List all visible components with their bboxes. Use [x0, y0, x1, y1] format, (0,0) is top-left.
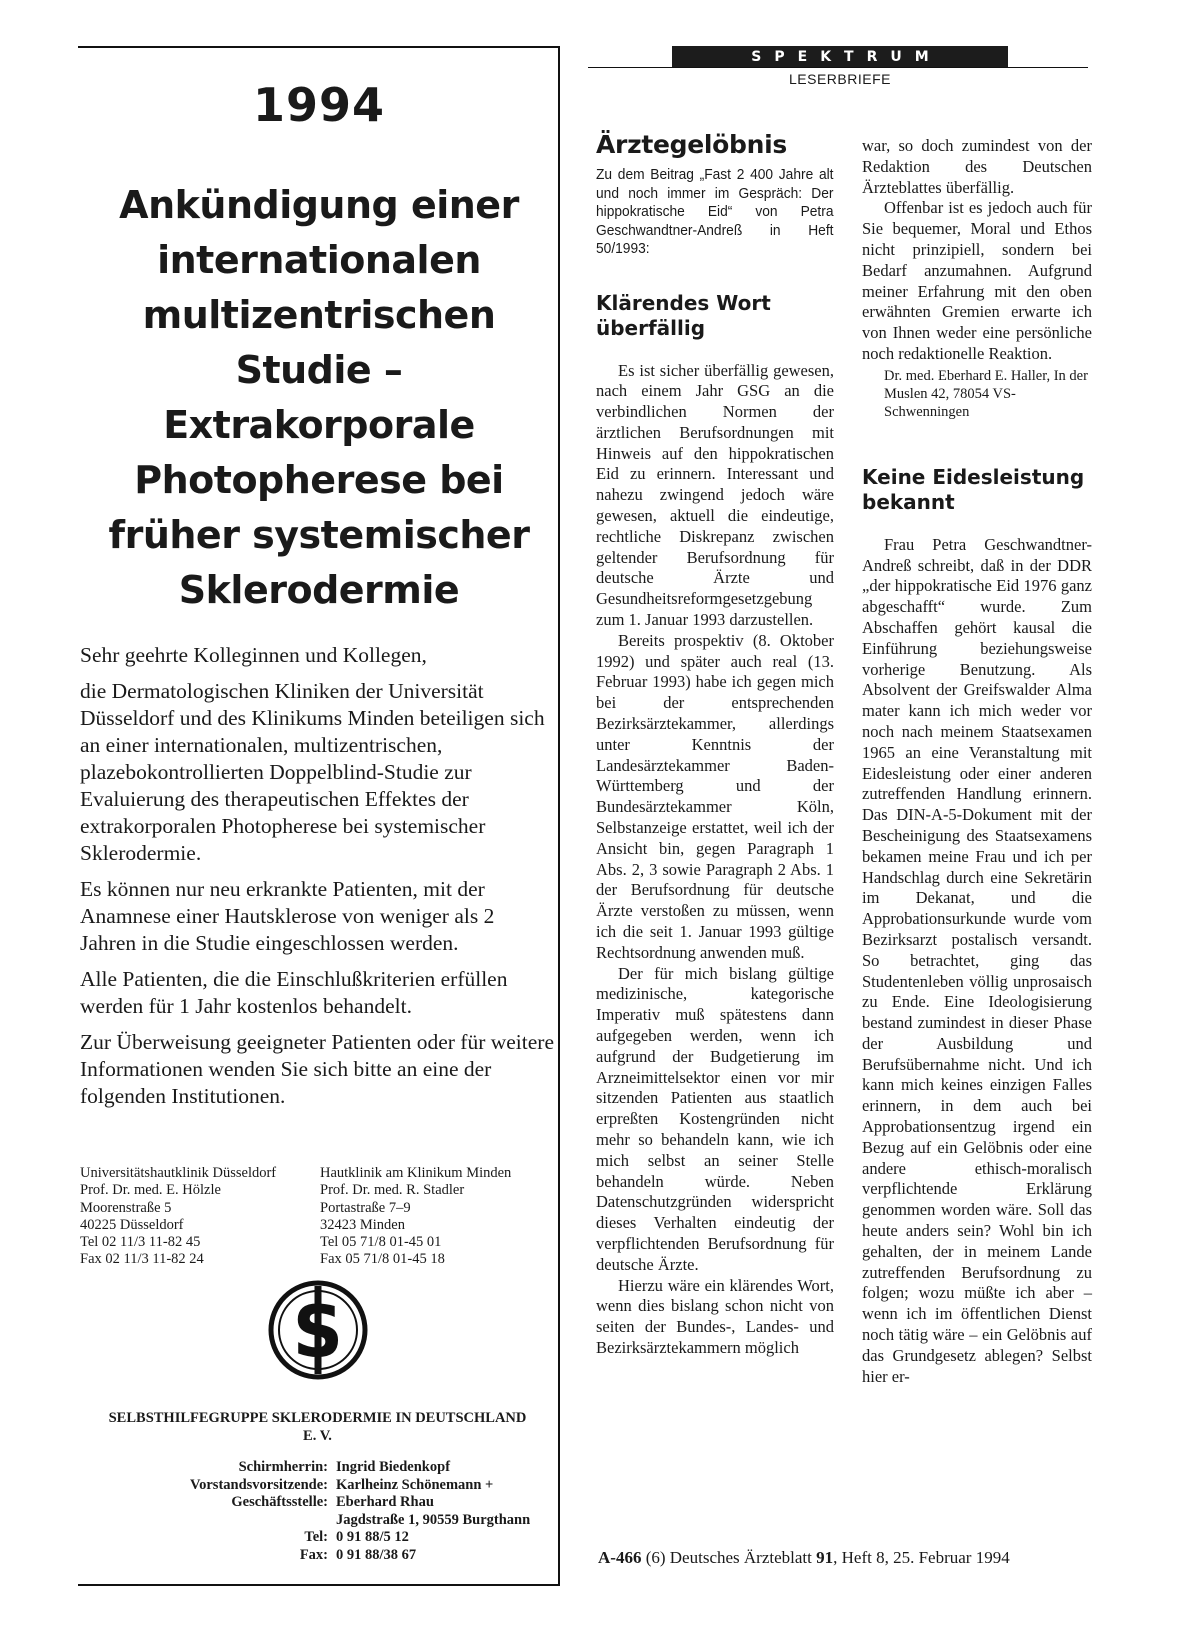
issue-details: , Heft 8, 25. Februar 1994 — [833, 1548, 1010, 1567]
selbsthilfegruppe-logo-icon — [266, 1278, 370, 1382]
article-lead: Zu dem Beitrag „Fast 2 400 Jahre alt und noch immer im Gespräch: Der hippokratische Eid“ von Petra Geschwandtner-Andreß in Heft 50/1993: — [596, 167, 834, 257]
organization-name — [80, 1409, 555, 1445]
contact-value: Eberhard Rhau — [336, 1494, 434, 1511]
page-code: A-466 — [598, 1548, 642, 1567]
letter-paragraph: Es ist sicher überfällig gewesen, nach einem Jahr GSG an die verbindlichen Normen der ärztlichen Berufsordnungen mit Hinweis auf den hippokratischen Eid zu erinnern. Interessant und nahezu zwingend jedoch wäre gewesen, aktuell die eindeutige, rechtliche Diskrepanz zwischen geltender Berufsordnung für deutsche Ärzte und Gesundheitsreformgesetzgebung zum 1. Januar 1993 darzustellen. — [596, 360, 834, 630]
contact-row — [80, 1477, 555, 1495]
contact-row — [80, 1529, 555, 1547]
letter-paragraph: Frau Petra Geschwandtner-Andreß schreibt, daß in der DDR „der hippokratische Eid 1976 ganz abgeschafft“ wurde. Zum Abschaffen gehört kausal die Einführung beziehungsweise vorherige Benutzung. Als Absolvent der Greifswalder Alma mater kann ich mich weder vor noch nach meinem Staatsexamen 1965 an eine Veranstaltung mit Eidesleistung oder einer anderen zutreffenden Handlung erinnern. Das DIN-A-5-Dokument mit der Bescheinigung des Staatsexamens bekamen meine Frau und ich per Handschlag durch eine Sekretärin im Dekanat, und die Approbationsurkunde wurde vom Bezirksarzt postalisch versandt. So betrachtet, ging das Studentenleben völlig unprosaisch zu Ende. Eine Ideologisierung bestand zumindest in dieser Phase der Ausbildung und Berufsübernahme nicht. Und ich kann mich keines einzigen Falles erinnern, in dem auch bei Approbationsentzug irgend ein Bezug auf ein Gelöbnis oder eine andere ethisch-moralisch verpflichtende Erklärung genommen worden wäre. Soll das heute anders sein? Wohl bin ich gehalten, der in meinem Lande zutreffenden Berufsordnung zu folgen; wozu müßte ich aber – wenn ich im öffentlichen Dienst noch tätig wäre – ein Gelöbnis auf das Grundgesetz ablegen? Selbst hier er- — [862, 534, 1092, 1386]
letter-title: Keine Eidesleistung bekannt — [862, 464, 1085, 514]
organization-name-line: E. V. — [303, 1428, 332, 1444]
ad-headline-line: Extrakorporale — [163, 403, 475, 447]
ad-paragraph: Sehr geehrte Kolleginnen und Kollegen, — [80, 643, 427, 667]
contact-value: 0 91 88/5 12 — [336, 1529, 409, 1546]
address-line: 40225 Düsseldorf — [80, 1216, 184, 1233]
ad-headline-line: Ankündigung einer — [119, 183, 519, 227]
section-banner: SPEKTRUM — [672, 46, 1008, 68]
address-line: 32423 Minden — [320, 1216, 405, 1233]
article-column-left — [596, 130, 834, 1359]
address-line: Moorenstraße 5 — [80, 1199, 172, 1216]
journal-name: Deutsches Ärzteblatt — [669, 1548, 812, 1567]
address-line: Portastraße 7–9 — [320, 1199, 411, 1216]
ad-paragraph: Zur Überweisung geeigneter Patienten oder für weitere Informationen wenden Sie sich bitte an eine der folgenden Institutionen. — [80, 1030, 554, 1108]
ad-body — [80, 642, 555, 1119]
organization-contacts — [80, 1459, 555, 1565]
letter-paragraph: war, so doch zumindest von der Redaktion des Deutschen Ärzteblattes überfällig. — [862, 136, 1092, 197]
contact-value: 0 91 88/38 67 — [336, 1546, 417, 1563]
contact-value: Jagdstraße 1, 90559 Burgthann — [336, 1511, 531, 1528]
address-line: Prof. Dr. med. E. Hölzle — [80, 1182, 221, 1199]
address-line: Tel 02 11/3 11-82 45 — [80, 1234, 201, 1251]
ad-paragraph: Alle Patienten, die die Einschlußkriterien erfüllen werden für 1 Jahr kostenlos behandelt. — [80, 967, 508, 1018]
contact-label: Vorstandsvorsitzende: — [189, 1476, 328, 1493]
address-line: Fax 02 11/3 11-82 24 — [80, 1251, 204, 1268]
organization-name-line: SELBSTHILFEGRUPPE SKLERODERMIE IN DEUTSCHLAND — [108, 1410, 527, 1426]
logo-letter: S — [292, 1291, 344, 1373]
ad-paragraph: die Dermatologischen Kliniken der Universität Düsseldorf und des Klinikums Minden beteiligen sich an einer internationalen, multizentrischen, plazebokontrollierten Doppelblind-Studie zur Evaluierung des therapeutischen Effektes der extrakorporalen Photopherese bei systemischer Sklerodermie. — [80, 679, 545, 865]
address-duesseldorf — [80, 1165, 320, 1269]
letter-title: Klärendes Wort überfällig — [596, 290, 771, 340]
contact-row — [80, 1459, 555, 1477]
ad-headline-line: internationalen — [157, 238, 481, 282]
letter-signature: Dr. med. Eberhard E. Haller, In der Muslen 42, 78054 VS-Schwenningen — [884, 367, 1088, 420]
subsection-label: LESERBRIEFE — [789, 71, 891, 87]
letter-paragraph: Hierzu wäre ein klärendes Wort, wenn dies bislang schon nicht von seiten der Bundes-, Landes- und Bezirksärztekammern möglich — [596, 1275, 834, 1357]
address-line: Prof. Dr. med. R. Stadler — [320, 1182, 465, 1199]
letter-paragraph: Bereits prospektiv (8. Oktober 1992) und später auch real (13. Februar 1993) habe ich gegen mich bei der entsprechenden Bezirksärztekammer, allerdings unter Kenntnis der Landesärztekammer Baden-Württemberg und der Bundesärztekammer Köln, Selbstanzeige erstattet, weil ich der Ansicht bin, gegen Paragraph 1 Abs. 2, 3 sowie Paragraph 2 Abs. 1 der Berufsordnung für deutsche Ärzte verstoßen zu müssen, wenn ich die seit 1. Januar 1993 gültige Rechtsordnung anwenden muß. — [596, 630, 834, 962]
contact-label: Tel: — [304, 1529, 328, 1546]
address-line: Universitätshautklinik Düsseldorf — [80, 1165, 277, 1181]
journal-volume: 91 — [816, 1548, 834, 1567]
ad-headline-line: Sklerodermie — [178, 568, 460, 612]
article-column-right — [862, 136, 1092, 1387]
issue-number: (6) — [645, 1548, 666, 1567]
address-line: Hautklinik am Klinikum Minden — [320, 1165, 512, 1181]
contact-label: Fax: — [299, 1546, 328, 1563]
ad-headline-line: Photopherese bei — [134, 458, 504, 502]
contact-label: Schirmherrin: — [238, 1459, 328, 1475]
ad-year: 1994 — [252, 78, 386, 132]
ad-headline-line: multizentrischen — [142, 293, 496, 337]
address-minden — [320, 1165, 560, 1269]
contact-label — [80, 1512, 336, 1530]
ad-headline-line: Studie – — [235, 348, 403, 392]
contact-value: Karlheinz Schönemann + — [336, 1476, 494, 1493]
article-title: Ärztegelöbnis — [596, 130, 787, 159]
contact-label: Geschäftsstelle: — [231, 1494, 328, 1511]
ad-headline-line: früher systemischer — [108, 513, 530, 557]
ad-paragraph: Es können nur neu erkrankte Patienten, mit der Anamnese einer Hautsklerose von weniger als 2 Jahren in die Studie eingeschlossen werden. — [80, 877, 495, 955]
contact-row — [80, 1494, 555, 1512]
header-rule — [588, 67, 1088, 68]
contact-value: Ingrid Biedenkopf — [336, 1459, 451, 1475]
letter-paragraph: Offenbar ist es jedoch auch für Sie bequemer, Moral und Ethos nicht prinzipiell, sondern bei Bedarf anzumahnen. Aufgrund meiner Erfahrung mit den oben erwähnten Gremien erwarte ich von Ihnen weder eine persönliche noch redaktionelle Reaktion. — [862, 198, 1092, 363]
page-footer — [598, 1548, 1098, 1568]
ad-headline — [78, 178, 560, 618]
letter-paragraph: Der für mich bislang gültige medizinische, kategorische Imperativ muß spätestens dann aufgegeben werden, wenn ich aufgrund der Budgetierung im Arzneimittelsektor einen vor mir sitzenden Patienten aus staatlich erpreßten Kostengründen nicht mehr so behandeln kann, wie ich mich selbst an seiner Stelle behandeln würde. Neben Datenschutzgründen widerspricht dieses Verhalten eindeutig der verpflichtenden Berufsordnung für deutsche Ärzte. — [596, 963, 834, 1274]
address-line: Tel 05 71/8 01-45 01 — [320, 1234, 442, 1251]
address-line: Fax 05 71/8 01-45 18 — [320, 1251, 445, 1268]
contact-row — [80, 1512, 555, 1530]
contact-row — [80, 1547, 555, 1565]
